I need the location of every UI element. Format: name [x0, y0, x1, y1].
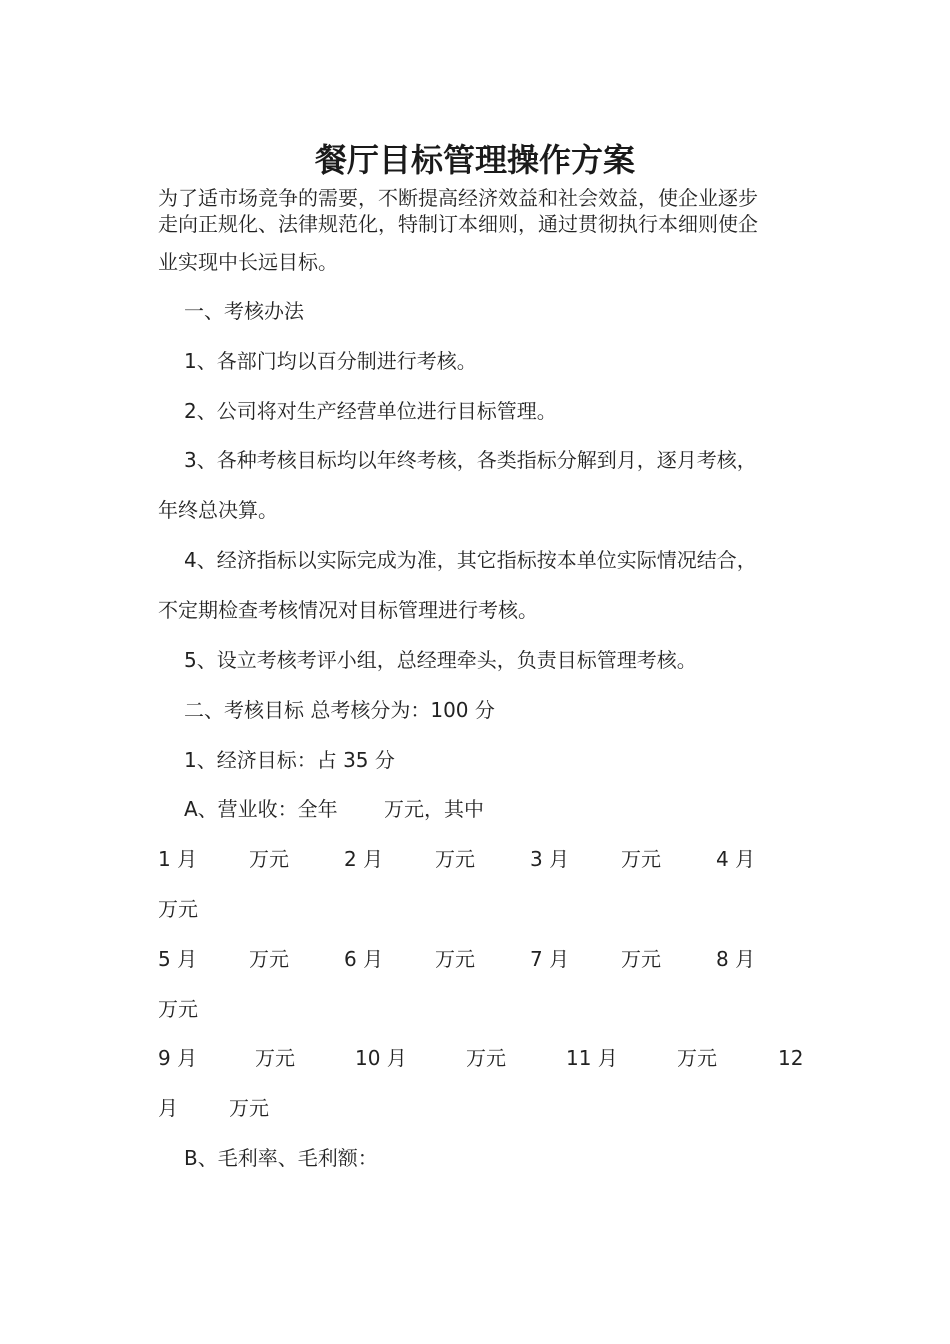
section2-item-a: A、营业收：全年 万元，其中 — [184, 797, 485, 821]
month-2-label: 2 月 — [344, 847, 384, 871]
intro-line-3: 业实现中长远目标。 — [158, 250, 338, 274]
month-4-unit: 万元 — [158, 897, 198, 921]
month-5-label: 5 月 — [158, 947, 198, 971]
section1-item-4-cont: 不定期检查考核情况对目标管理进行考核。 — [158, 598, 538, 622]
month-4-label: 4 月 — [716, 847, 756, 871]
month-3-unit: 万元 — [621, 847, 661, 871]
month-8-label: 8 月 — [716, 947, 756, 971]
month-2-unit: 万元 — [435, 847, 475, 871]
month-1-unit: 万元 — [249, 847, 289, 871]
intro-line-1: 为了适市场竞争的需要，不断提高经济效益和社会效益，使企业逐步 — [158, 186, 758, 210]
month-1-label: 1 月 — [158, 847, 198, 871]
section1-item-1: 1、各部门均以百分制进行考核。 — [184, 349, 477, 373]
month-3-label: 3 月 — [530, 847, 570, 871]
document-title: 餐厅目标管理操作方案 — [314, 141, 635, 179]
month-7-label: 7 月 — [530, 947, 570, 971]
section2-item-1: 1、经济目标：占 35 分 — [184, 748, 395, 772]
section2-item-b: B、毛利率、毛利额： — [184, 1146, 378, 1170]
month-11-unit: 万元 — [677, 1046, 717, 1070]
month-12-label-cont: 月 — [158, 1096, 178, 1120]
section1-item-2: 2、公司将对生产经营单位进行目标管理。 — [184, 399, 557, 423]
month-10-label: 10 月 — [355, 1046, 407, 1070]
month-12-unit: 万元 — [229, 1096, 269, 1120]
month-10-unit: 万元 — [466, 1046, 506, 1070]
month-7-unit: 万元 — [621, 947, 661, 971]
intro-line-2: 走向正规化、法律规范化，特制订本细则，通过贯彻执行本细则使企 — [158, 212, 758, 236]
section1-item-3-cont: 年终总决算。 — [158, 498, 278, 522]
section1-item-3: 3、各种考核目标均以年终考核，各类指标分解到月，逐月考核， — [184, 448, 757, 472]
section1-item-5: 5、设立考核考评小组，总经理牵头，负责目标管理考核。 — [184, 648, 697, 672]
months-row-3-cont — [158, 1094, 808, 1122]
month-9-label: 9 月 — [158, 1046, 198, 1070]
section1-heading: 一、考核办法 — [184, 299, 304, 323]
months-row-3 — [158, 1044, 808, 1072]
month-6-label: 6 月 — [344, 947, 384, 971]
month-11-label: 11 月 — [566, 1046, 618, 1070]
month-5-unit: 万元 — [249, 947, 289, 971]
month-9-unit: 万元 — [255, 1046, 295, 1070]
section2-heading: 二、考核目标 总考核分为：100 分 — [184, 698, 495, 722]
months-row-1 — [158, 845, 808, 873]
month-12-label: 12 — [778, 1046, 804, 1070]
section1-item-4: 4、经济指标以实际完成为准，其它指标按本单位实际情况结合， — [184, 548, 757, 572]
month-8-unit: 万元 — [158, 997, 198, 1021]
month-6-unit: 万元 — [435, 947, 475, 971]
months-row-2 — [158, 945, 808, 973]
